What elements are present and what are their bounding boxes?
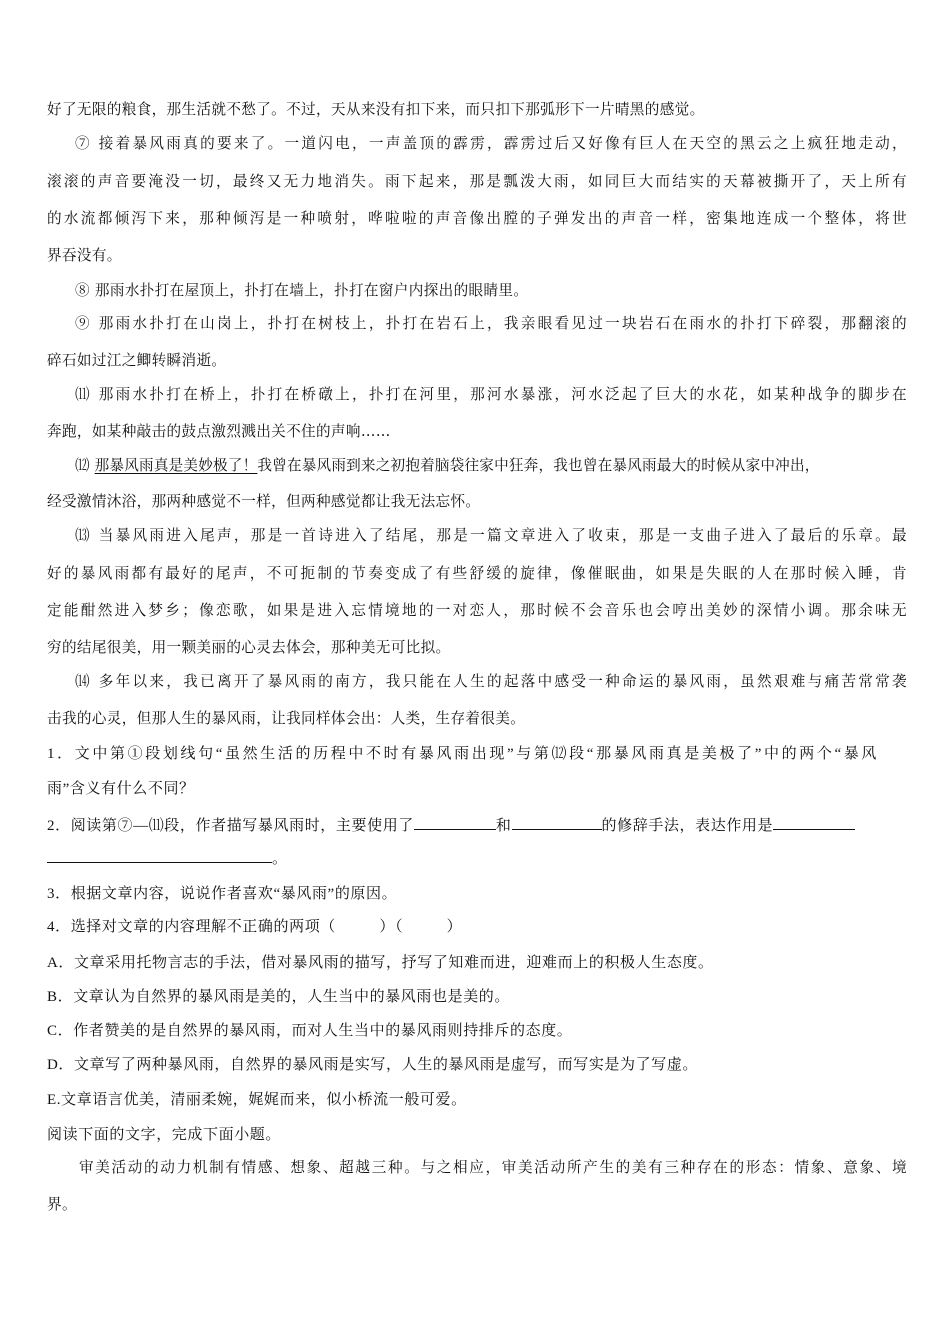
paragraph-13-line-3: 定能酣然进入梦乡；像恋歌，如果是进入忘情境地的一对恋人，那时候不会音乐也会哼出美妙的深情小调。那余味无 bbox=[47, 602, 907, 619]
option-d: D．文章写了两种暴风雨，自然界的暴风雨是实写，人生的暴风雨是虚写，而写实是为了写虚。 bbox=[47, 1057, 699, 1073]
option-a: A．文章采用托物言志的手法，借对暴风雨的描写，抒写了知难而进，迎难而上的积极人生态度。 bbox=[47, 955, 714, 971]
paragraph-13-line-4: 穷的结尾很美，用一颗美丽的心灵去体会，那种美无可比拟。 bbox=[47, 639, 451, 656]
paragraph-13-line-1: ⒀ 当暴风雨进入尾声，那是一首诗进入了结尾，那是一篇文章进入了收束，那是一支曲子进入了最后的乐章。最 bbox=[75, 527, 907, 544]
option-b: B．文章认为自然界的暴风雨是美的，人生当中的暴风雨也是美的。 bbox=[47, 989, 511, 1005]
paragraph-8: ⑧ 那雨水扑打在屋顶上，扑打在墙上，扑打在窗户内探出的眼睛里。 bbox=[75, 282, 529, 299]
paragraph-9-line-1: ⑨ 那雨水扑打在山岗上，扑打在树枝上，扑打在岩石上，我亲眼看见过一块岩石在雨水的扑打下碎裂，那翻滚的 bbox=[75, 315, 907, 332]
answer-blank-1[interactable] bbox=[414, 814, 496, 830]
paragraph-6-end: 好了无限的粮食，那生活就不愁了。不过，天从来没有扣下来，而只扣下那弧形下一片晴黑的感觉。 bbox=[47, 101, 705, 118]
paragraph-11-line-1: ⑾ 那雨水扑打在桥上，扑打在桥礅上，扑打在河里，那河水暴涨，河水泛起了巨大的水花，如某种战争的脚步在 bbox=[75, 386, 907, 403]
next-passage-line-1: 审美活动的动力机制有情感、想象、超越三种。与之相应，审美活动所产生的美有三种存在的形态：情象、意象、境 bbox=[79, 1159, 907, 1176]
paragraph-7-line-2: 滚滚的声音要淹没一切，最终又无力地消失。雨下起来，那是瓢泼大雨，如同巨大而结实的天幕被撕开了，天上所有 bbox=[47, 173, 907, 190]
question-2-prefix: 2．阅读第⑦—⑾段，作者描写暴风雨时，主要使用了 bbox=[47, 818, 414, 834]
paragraph-12-line-2: 经受激情沐浴，那两种感觉不一样，但两种感觉都让我无法忘怀。 bbox=[47, 493, 481, 510]
option-c: C．作者赞美的是自然界的暴风雨，而对人生当中的暴风雨则持排斥的态度。 bbox=[47, 1023, 573, 1039]
paragraph-7-line-4: 界吞没有。 bbox=[47, 247, 122, 264]
question-3: 3．根据文章内容，说说作者喜欢“暴风雨”的原因。 bbox=[47, 886, 398, 902]
question-1-line-2: 雨”含义有什么不同？ bbox=[47, 781, 195, 797]
question-2-mid: 的修辞手法，表达作用是 bbox=[601, 818, 774, 834]
question-1-line-1: 1．文中第①段划线句“虽然生活的历程中不时有暴风雨出现”与第⑿段“那暴风雨真是美极了”中的两个“暴风 bbox=[47, 746, 877, 762]
paragraph-13-line-2: 好的暴风雨都有最好的尾声，不可扼制的节奏变成了有些舒缓的旋律，像催眠曲，如果是失眠的人在那时候入睡，肯 bbox=[47, 565, 907, 582]
paragraph-7-line-3: 的水流都倾泻下来，那种倾泻是一种喷射，哗啦啦的声音像出膛的子弹发出的声音一样，密集地连成一个整体，将世 bbox=[47, 210, 907, 227]
paragraph-14-line-2: 击我的心灵，但那人生的暴风雨，让我同样体会出：人类，生存着很美。 bbox=[47, 710, 526, 727]
paragraph-7-line-1: ⑦ 接着暴风雨真的要来了。一道闪电，一声盖顶的霹雳，霹雳过后又好像有巨人在天空的黑云之上疯狂地走动， bbox=[75, 135, 907, 152]
next-passage-line-2: 界。 bbox=[47, 1196, 77, 1213]
question-2-end: 。 bbox=[272, 851, 288, 867]
question-2-and: 和 bbox=[495, 818, 512, 834]
question-4: 4．选择对文章的内容理解不正确的两项（ ）（ ） bbox=[47, 919, 463, 935]
paragraph-12-rest: 我曾在暴风雨到来之初抱着脑袋往家中狂奔，我也曾在暴风雨最大的时候从家中冲出， bbox=[257, 457, 820, 474]
answer-blank-3[interactable] bbox=[773, 814, 855, 830]
answer-blank-2[interactable] bbox=[512, 814, 602, 830]
answer-blank-4[interactable] bbox=[47, 847, 272, 863]
option-e: E.文章语言优美，清丽柔婉，娓娓而来，似小桥流一般可爱。 bbox=[47, 1092, 467, 1108]
paragraph-11-line-2: 奔跑，如某种敲击的鼓点激烈溅出关不住的声响…… bbox=[47, 423, 391, 440]
underlined-sentence: 那暴风雨真是美妙极了！ bbox=[94, 457, 258, 474]
paragraph-12-line-1 bbox=[75, 455, 907, 477]
paragraph-14-line-1: ⒁ 多年以来，我已离开了暴风雨的南方，我只能在人生的起落中感受一种命运的暴风雨，虽然艰难与痛苦常常袭 bbox=[75, 673, 907, 690]
paragraph-9-line-2: 碎石如过江之鲫转瞬消逝。 bbox=[47, 352, 227, 369]
question-2-line-2 bbox=[47, 847, 907, 870]
question-2-line-1 bbox=[47, 814, 907, 837]
paragraph-12-marker: ⑿ bbox=[75, 457, 95, 474]
reading-instruction: 阅读下面的文字，完成下面小题。 bbox=[47, 1127, 282, 1143]
